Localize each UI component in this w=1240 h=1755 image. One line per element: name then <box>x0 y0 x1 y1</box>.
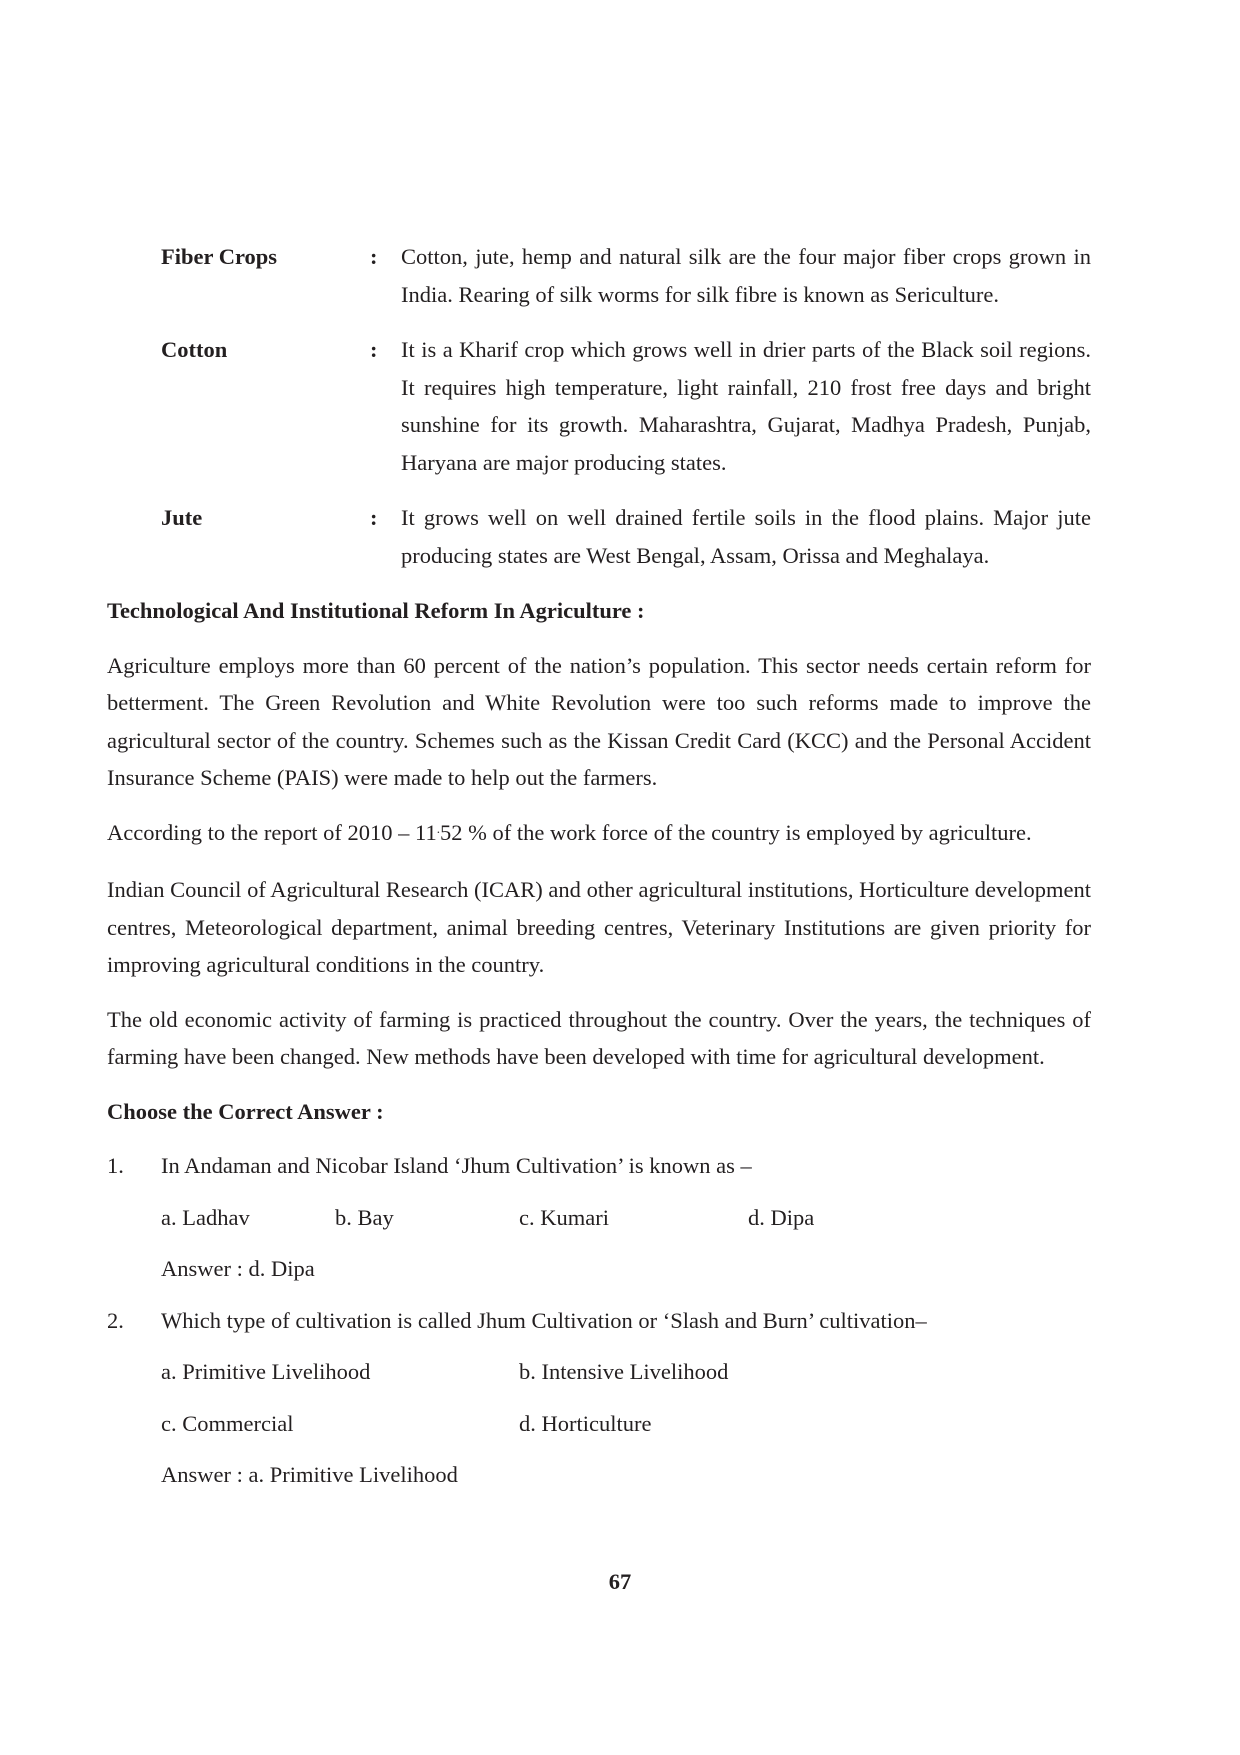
definition-colon: : <box>370 337 378 362</box>
definition-text: It is a Kharif crop which grows well in drier parts of the Black soil regions. It requires high temperature, light rainfall, 210 frost free days and bright sunshine for its growth. Maharashtra, Gujarat, Madhya Pradesh, Punjab, Haryana are major producing states. <box>401 337 1091 475</box>
option-d: d. Dipa <box>748 1204 815 1230</box>
section-heading: Technological And Institutional Reform In Agriculture : <box>107 598 645 623</box>
definition-jute <box>107 499 1091 574</box>
option-b: b. Intensive Livelihood <box>519 1359 729 1384</box>
paragraph-agriculture-employment: Agriculture employs more than 60 percent of the nation’s population. This sector needs certain reform for betterment. The Green Revolution and White Revolution were too such reforms made to improve the agricultural sector of the country. Schemes such as the Kissan Credit Card (KCC) and the Personal Accident Insurance Scheme (PAIS) were made to help out the farmers. <box>107 652 1091 790</box>
option-a: a. Primitive Livelihood <box>161 1359 371 1384</box>
definition-text: Cotton, jute, hemp and natural silk are the four major fiber crops grown in India. Rearing of silk worms for silk fibre is known as Sericulture. <box>401 244 1091 307</box>
raised-dot: . <box>436 820 440 836</box>
question-number: 2. <box>107 1307 124 1333</box>
question-2-options-row-2 <box>161 1405 1091 1443</box>
definition-term: Cotton <box>161 337 228 362</box>
option-a: a. Ladhav <box>161 1204 250 1230</box>
quiz-heading: Choose the Correct Answer : <box>107 1098 384 1124</box>
question-text: In Andaman and Nicobar Island ‘Jhum Cultivation’ is known as – <box>161 1153 752 1178</box>
question-2 <box>107 1302 1091 1340</box>
definition-colon: : <box>370 244 378 269</box>
question-1-answer: Answer : d. Dipa <box>161 1256 315 1281</box>
report-text-end: 52 % of the work force of the country is employed by agriculture. <box>439 819 1032 845</box>
page-number: 67 <box>608 1569 632 1594</box>
definition-cotton <box>107 331 1091 481</box>
option-c: c. Kumari <box>519 1204 609 1230</box>
definition-term: Jute <box>161 505 203 530</box>
option-b: b. Bay <box>335 1204 394 1230</box>
question-text: Which type of cultivation is called Jhum Cultivation or ‘Slash and Burn’ cultivation– <box>161 1307 927 1333</box>
paragraph-report-2010 <box>107 814 1091 855</box>
report-text-start: According to the report of 2010 – 11 <box>107 819 437 845</box>
option-c: c. Commercial <box>161 1410 294 1436</box>
question-2-options-row-1 <box>161 1353 1091 1391</box>
definition-term: Fiber Crops <box>161 244 278 269</box>
definition-text: It grows well on well drained fertile soils in the flood plains. Major jute producing states are West Bengal, Assam, Orissa and Meghalaya. <box>401 505 1091 568</box>
question-1-options <box>161 1199 1091 1237</box>
question-1 <box>107 1147 1091 1185</box>
definition-colon: : <box>370 505 378 530</box>
question-2-answer: Answer : a. Primitive Livelihood <box>161 1462 458 1487</box>
paragraph-icar: Indian Council of Agricultural Research (ICAR) and other agricultural institutions, Horticulture development centres, Meteorological department, animal breeding centres, Veterinary Institutions are given priority for improving agricultural conditions in the country. <box>107 877 1091 977</box>
option-d: d. Horticulture <box>519 1410 652 1436</box>
paragraph-farming-techniques: The old economic activity of farming is practiced throughout the country. Over the years, the techniques of farming have been changed. New methods have been developed with time for agricultural development. <box>107 1006 1091 1069</box>
question-number: 1. <box>107 1153 124 1178</box>
definition-fiber-crops <box>107 238 1091 313</box>
page-content <box>107 238 1091 1508</box>
